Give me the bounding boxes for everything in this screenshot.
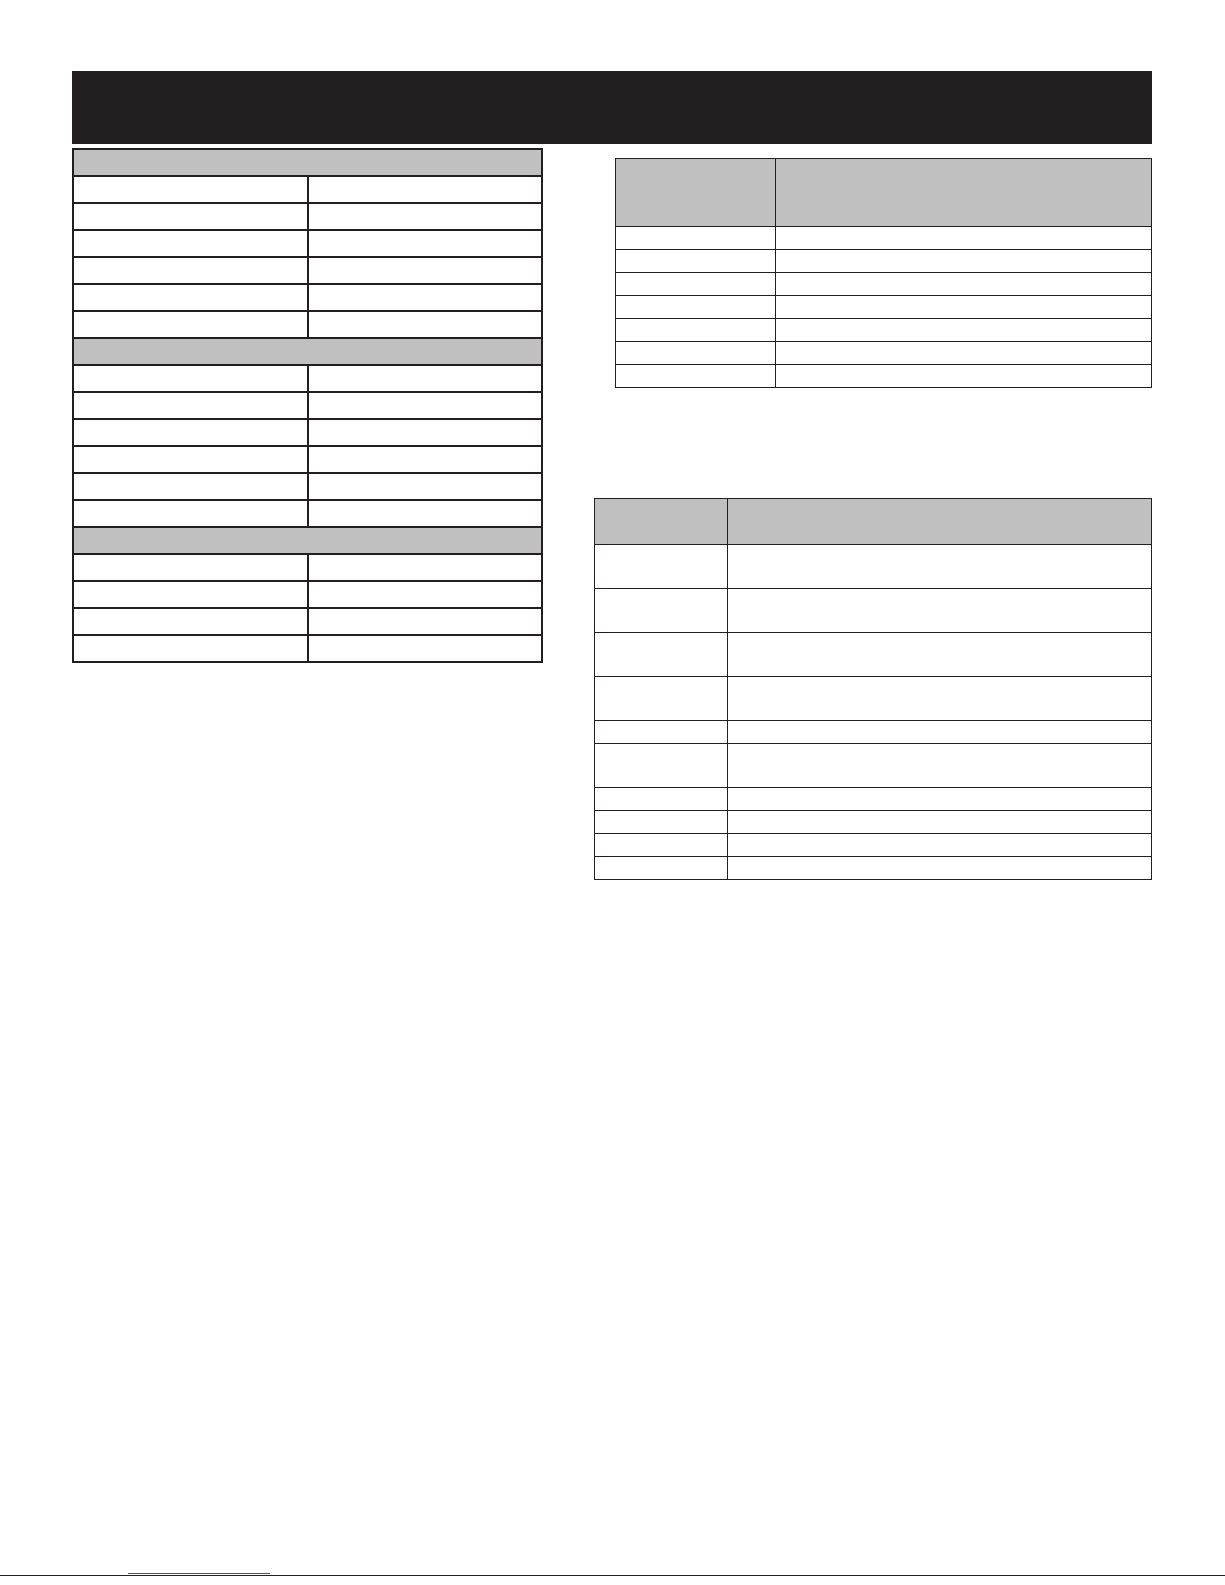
table-b-key-cell — [595, 721, 728, 744]
table-row — [616, 273, 1152, 296]
spec-section-header — [73, 527, 542, 554]
table-a-key-cell — [616, 273, 776, 296]
spec-row — [73, 446, 542, 473]
table-a-key-cell — [616, 319, 776, 342]
table-b-key-cell — [595, 545, 728, 589]
table-b-key-cell — [595, 633, 728, 677]
spec-value-cell — [308, 635, 543, 662]
table-b-value-cell — [728, 721, 1152, 744]
table-b-value-cell — [728, 545, 1152, 589]
spec-row — [73, 392, 542, 419]
spec-row — [73, 500, 542, 527]
table-b-value-cell — [728, 811, 1152, 834]
table-row — [595, 811, 1152, 834]
spec-label-cell — [73, 365, 308, 392]
spec-section-heading — [73, 338, 542, 365]
spec-label-cell — [73, 203, 308, 230]
footer-link[interactable] — [128, 1573, 270, 1574]
table-b-value-cell — [728, 857, 1152, 880]
spec-row — [73, 635, 542, 662]
spec-value-cell — [308, 176, 543, 203]
spec-row — [73, 230, 542, 257]
table-b-key-cell — [595, 744, 728, 788]
parameter-table-a — [615, 158, 1152, 388]
table-a-key-cell — [616, 296, 776, 319]
table-a-key-cell — [616, 365, 776, 388]
spec-label-cell — [73, 635, 308, 662]
table-b-value-cell — [728, 633, 1152, 677]
table-b-key-cell — [595, 788, 728, 811]
table-row — [616, 296, 1152, 319]
table-row — [595, 788, 1152, 811]
spec-label-cell — [73, 284, 308, 311]
table-row — [595, 545, 1152, 589]
spec-value-cell — [308, 284, 543, 311]
table-a-header-col1 — [616, 159, 776, 227]
table-row — [595, 721, 1152, 744]
spec-value-cell — [308, 446, 543, 473]
spec-row — [73, 608, 542, 635]
table-a-value-cell — [776, 250, 1152, 273]
table-b-key-cell — [595, 834, 728, 857]
spec-value-cell — [308, 581, 543, 608]
table-a-key-cell — [616, 250, 776, 273]
table-row — [616, 250, 1152, 273]
spec-value-cell — [308, 365, 543, 392]
spec-row — [73, 176, 542, 203]
spec-label-cell — [73, 311, 308, 338]
spec-label-cell — [73, 473, 308, 500]
table-b-header-col1 — [595, 499, 728, 545]
spec-section-header — [73, 338, 542, 365]
table-b-value-cell — [728, 788, 1152, 811]
spec-row — [73, 554, 542, 581]
table-b-key-cell — [595, 589, 728, 633]
spec-row — [73, 581, 542, 608]
table-b-key-cell — [595, 677, 728, 721]
table-a-value-cell — [776, 365, 1152, 388]
spec-label-cell — [73, 257, 308, 284]
table-a-value-cell — [776, 227, 1152, 250]
spec-label-cell — [73, 554, 308, 581]
spec-label-cell — [73, 419, 308, 446]
spec-label-cell — [73, 176, 308, 203]
spec-row — [73, 419, 542, 446]
table-b-header-col2 — [728, 499, 1152, 545]
table-a-header-col2 — [776, 159, 1152, 227]
table-row — [595, 677, 1152, 721]
spec-value-cell — [308, 473, 543, 500]
table-row — [595, 633, 1152, 677]
table-a-key-cell — [616, 342, 776, 365]
table-row — [616, 227, 1152, 250]
table-b-value-cell — [728, 589, 1152, 633]
spec-row — [73, 257, 542, 284]
spec-row — [73, 203, 542, 230]
parameter-table-b — [594, 498, 1152, 880]
spec-table — [72, 148, 543, 663]
table-row — [595, 857, 1152, 880]
table-b-key-cell — [595, 811, 728, 834]
table-row — [595, 744, 1152, 788]
spec-label-cell — [73, 446, 308, 473]
table-row — [616, 342, 1152, 365]
spec-value-cell — [308, 554, 543, 581]
spec-value-cell — [308, 203, 543, 230]
table-b-value-cell — [728, 834, 1152, 857]
table-b-value-cell — [728, 677, 1152, 721]
table-a-value-cell — [776, 319, 1152, 342]
table-row — [595, 834, 1152, 857]
spec-row — [73, 284, 542, 311]
spec-label-cell — [73, 608, 308, 635]
spec-label-cell — [73, 392, 308, 419]
table-a-value-cell — [776, 296, 1152, 319]
footer-rule — [0, 1575, 1225, 1576]
spec-section-heading — [73, 149, 542, 176]
spec-value-cell — [308, 311, 543, 338]
spec-section-heading — [73, 527, 542, 554]
spec-section-header — [73, 149, 542, 176]
spec-label-cell — [73, 230, 308, 257]
table-b-value-cell — [728, 744, 1152, 788]
spec-value-cell — [308, 419, 543, 446]
spec-row — [73, 365, 542, 392]
table-row — [616, 365, 1152, 388]
spec-value-cell — [308, 500, 543, 527]
spec-row — [73, 473, 542, 500]
spec-value-cell — [308, 608, 543, 635]
spec-row — [73, 311, 542, 338]
table-a-value-cell — [776, 273, 1152, 296]
spec-label-cell — [73, 581, 308, 608]
table-row — [595, 589, 1152, 633]
table-b-key-cell — [595, 857, 728, 880]
table-a-key-cell — [616, 227, 776, 250]
spec-value-cell — [308, 392, 543, 419]
spec-label-cell — [73, 500, 308, 527]
table-row — [616, 319, 1152, 342]
spec-value-cell — [308, 230, 543, 257]
table-a-value-cell — [776, 342, 1152, 365]
page-title-bar — [72, 71, 1152, 144]
spec-value-cell — [308, 257, 543, 284]
